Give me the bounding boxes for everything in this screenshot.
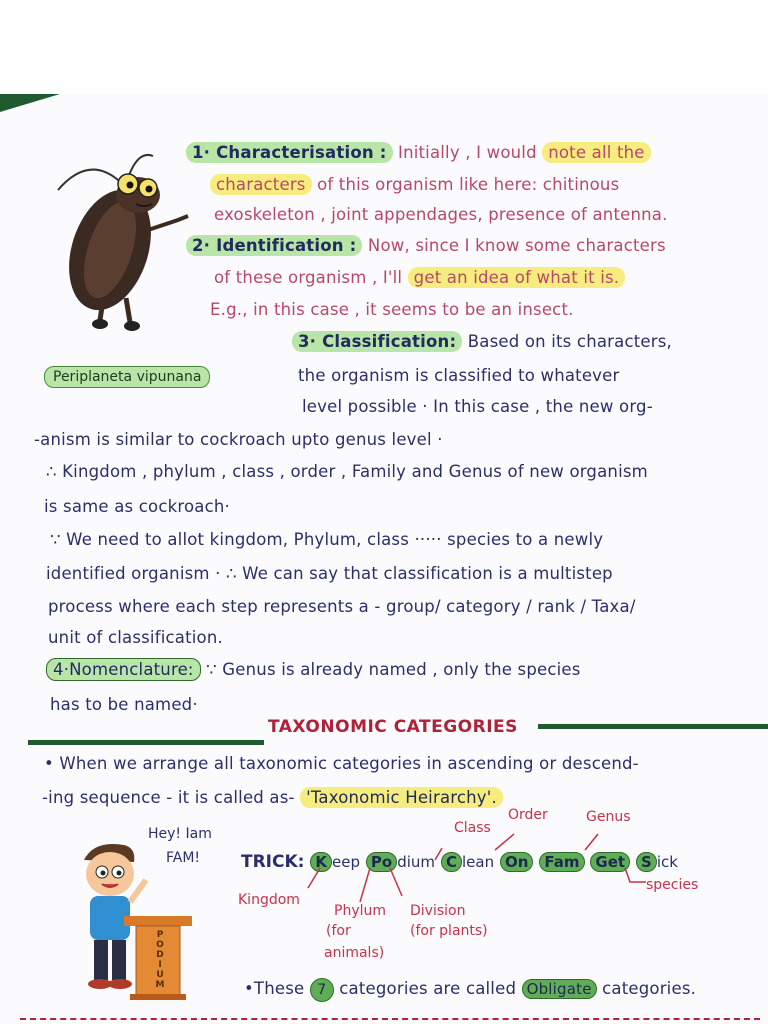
bullet2-line: •These 7 categories are called Obligate categories. bbox=[244, 978, 696, 1002]
section3-line8: identified organism · ∴ We can say that classification is a multistep bbox=[46, 564, 613, 583]
section4-title: 4·Nomenclature: bbox=[46, 658, 201, 681]
section2-line2: of these organism , I'll get an idea of what it is. bbox=[214, 268, 625, 287]
podium-label: PODIUM bbox=[155, 930, 165, 990]
bottom-dashed-rule bbox=[20, 1018, 760, 1020]
taxonomic-categories-heading: TAXONOMIC CATEGORIES bbox=[268, 717, 518, 737]
section3-line4: -anism is similar to cockroach upto genus level · bbox=[34, 430, 443, 449]
bullet1-line2: -ing sequence - it is called as- 'Taxonomic Heirarchy'. bbox=[42, 788, 503, 807]
cockroach-illustration bbox=[48, 150, 198, 340]
rank-phylum: Phylum bbox=[334, 903, 387, 919]
section3-line7: ∵ We need to allot kingdom, Phylum, class ····· species to a newly bbox=[50, 530, 604, 549]
section3-line5: ∴ Kingdom , phylum , class , order , Family and Genus of new organism bbox=[46, 462, 648, 481]
rank-species: species bbox=[646, 877, 699, 893]
section2-line1: 2· Identification : Now, since I know some characters bbox=[186, 236, 666, 255]
section3-title: 3· Classification: bbox=[292, 331, 462, 352]
rank-order: Order bbox=[508, 807, 548, 823]
bullet1-line1: • When we arrange all taxonomic categories in ascending or descend- bbox=[44, 754, 639, 773]
species-label: Periplaneta vipunana bbox=[44, 366, 210, 388]
section3-line1: 3· Classification: Based on its characters, bbox=[292, 332, 672, 351]
section1-line1: 1· Characterisation : Initially , I would note all the bbox=[186, 143, 651, 162]
trick-on: On bbox=[500, 852, 533, 872]
obligate-highlight: Obligate bbox=[522, 979, 597, 999]
trick-keep: K bbox=[310, 852, 332, 872]
speech-line1: Hey! Iam bbox=[148, 826, 212, 842]
section2-title: 2· Identification : bbox=[186, 235, 362, 256]
trick-podium: Po bbox=[366, 852, 397, 872]
section1-line3: exoskeleton , joint appendages, presence of antenna. bbox=[214, 205, 668, 224]
seven-count-badge: 7 bbox=[310, 978, 334, 1002]
section4-line1: 4·Nomenclature: ∵ Genus is already named , only the species bbox=[46, 660, 581, 679]
trick-line: TRICK: K eep Po dium C lean On Fam Get S ick bbox=[241, 852, 678, 872]
section3-line3: level possible · In this case , the new org- bbox=[302, 397, 653, 416]
section1-title: 1· Characterisation : bbox=[186, 142, 393, 163]
trick-sick: S bbox=[636, 852, 657, 872]
rank-division: Division bbox=[410, 903, 466, 919]
speech-line2: FAM! bbox=[166, 850, 201, 866]
rank-kingdom: Kingdom bbox=[238, 892, 300, 908]
section3-line6: is same as cockroach· bbox=[44, 497, 230, 516]
rank-genus: Genus bbox=[586, 809, 631, 825]
page-corner-decoration bbox=[0, 94, 60, 112]
section3-line9: process where each step represents a - group/ category / rank / Taxa/ bbox=[48, 597, 636, 616]
heading-rule bbox=[28, 738, 754, 744]
section3-line10: unit of classification. bbox=[48, 628, 223, 647]
trick-arrows bbox=[230, 820, 670, 920]
rank-division-note: (for plants) bbox=[410, 923, 488, 939]
trick-clean: C bbox=[441, 852, 462, 872]
section1-line2: characters of this organism like here: chitinous bbox=[210, 175, 619, 194]
rank-phylum-note2: animals) bbox=[324, 945, 385, 961]
rank-class: Class bbox=[454, 820, 491, 836]
trick-fam: Fam bbox=[539, 852, 584, 872]
section4-line2: has to be named· bbox=[50, 695, 198, 714]
trick-get: Get bbox=[590, 852, 630, 872]
section3-line2: the organism is classified to whatever bbox=[298, 366, 620, 385]
section2-line3: E.g., in this case , it seems to be an insect. bbox=[210, 300, 574, 319]
rank-phylum-note1: (for bbox=[326, 923, 351, 939]
